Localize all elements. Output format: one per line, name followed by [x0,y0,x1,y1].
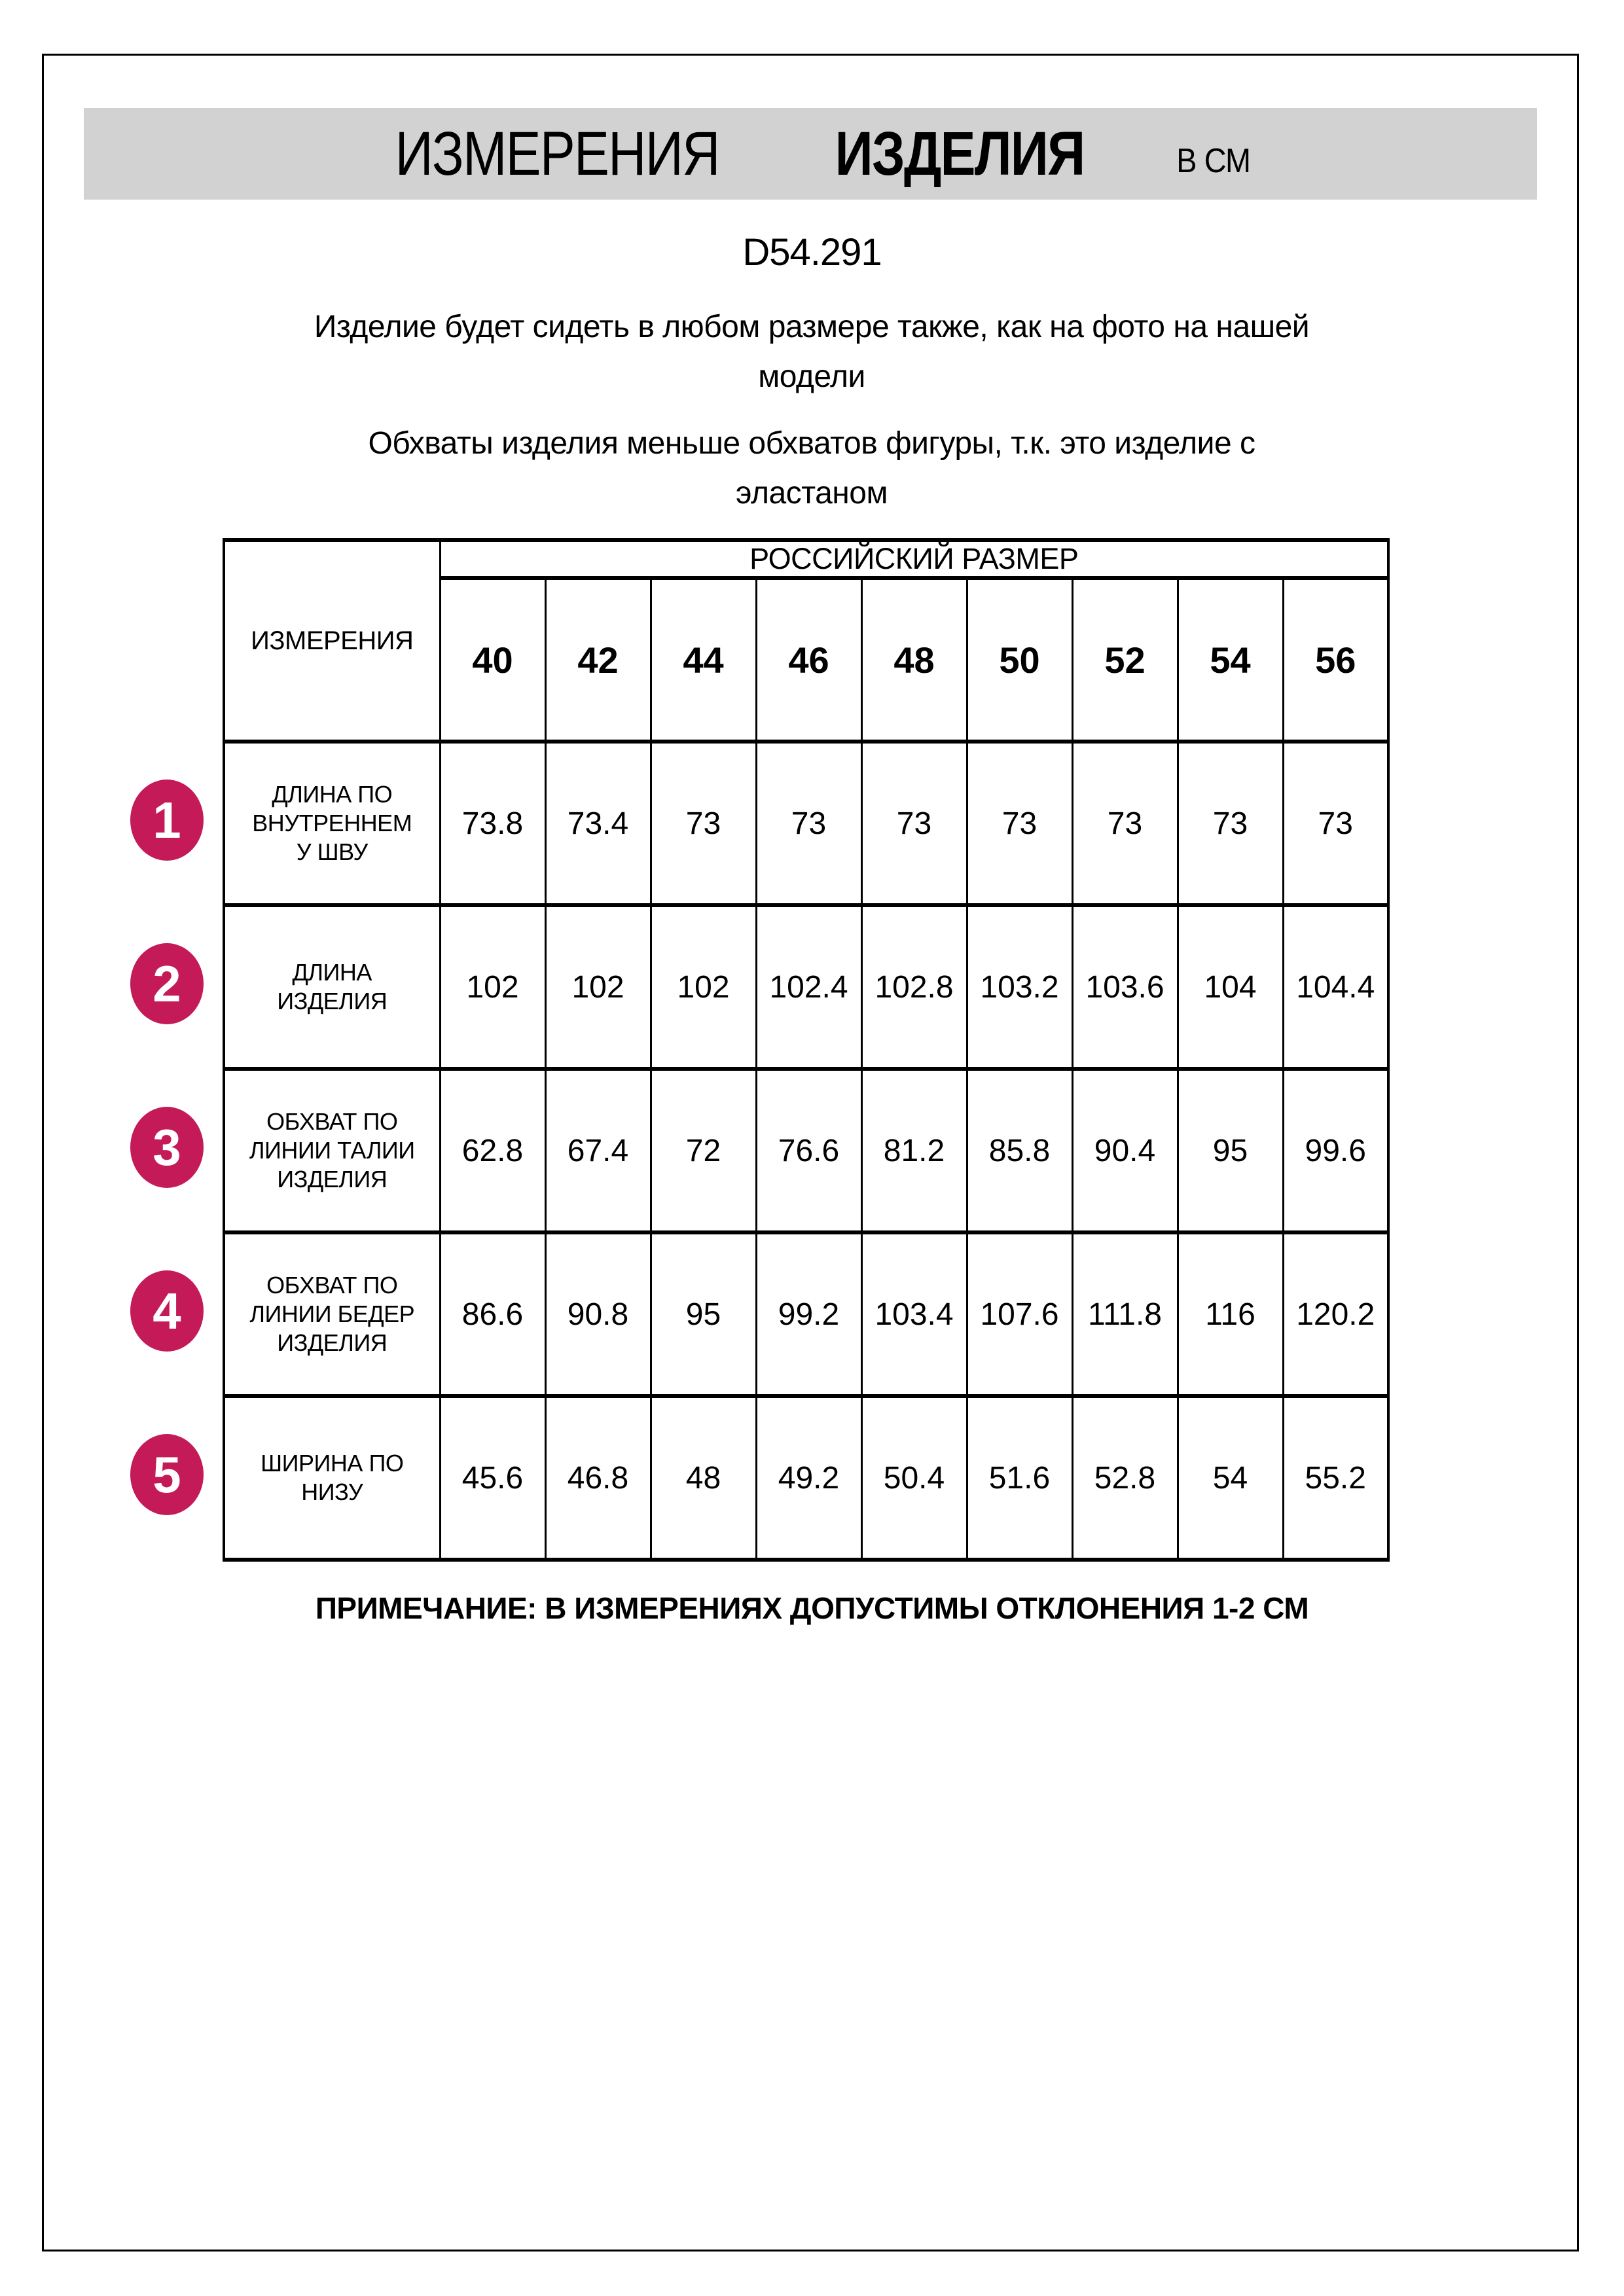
value-cell: 107.6 [967,1232,1072,1396]
table-row [224,1232,1388,1396]
value-cell: 51.6 [967,1396,1072,1560]
value-cell: 49.2 [756,1396,861,1560]
table-row [224,905,1388,1069]
value-cell: 46.8 [545,1396,651,1560]
value-cell: 73 [756,742,861,905]
value-cell: 73.8 [440,742,545,905]
value-cell: 120.2 [1283,1232,1388,1396]
value-cell: 103.2 [967,905,1072,1069]
value-cell: 86.6 [440,1232,545,1396]
value-cell: 76.6 [756,1069,861,1232]
page-title-unit: В СМ [1176,142,1250,180]
row-label-hip-girth: ОБХВАТ ПО ЛИНИИ БЕДЕР ИЗДЕЛИЯ [224,1232,440,1396]
value-cell: 111.8 [1072,1232,1178,1396]
size-group-header: РОССИЙСКИЙ РАЗМЕР [440,540,1388,578]
value-cell: 104 [1178,905,1283,1069]
row-number-badge-5: 5 [130,1434,204,1515]
value-cell: 95 [1178,1069,1283,1232]
value-cell: 99.6 [1283,1069,1388,1232]
size-header-cell: 52 [1072,578,1178,742]
title-bar [84,108,1537,200]
measurements-table [223,538,1390,1562]
row-label-inseam-length: ДЛИНА ПО ВНУТРЕННЕМ У ШВУ [224,742,440,905]
value-cell: 90.4 [1072,1069,1178,1232]
value-cell: 102 [651,905,756,1069]
page-title-measurements: ИЗМЕРЕНИЯ [395,118,719,188]
value-cell: 52.8 [1072,1396,1178,1560]
table-row [224,1069,1388,1232]
value-cell: 54 [1178,1396,1283,1560]
size-header-cell: 54 [1178,578,1283,742]
row-number-badge-1: 1 [130,780,204,861]
value-cell: 45.6 [440,1396,545,1560]
value-cell: 62.8 [440,1069,545,1232]
value-cell: 85.8 [967,1069,1072,1232]
row-label-garment-length: ДЛИНА ИЗДЕЛИЯ [224,905,440,1069]
value-cell: 50.4 [861,1396,967,1560]
value-cell: 67.4 [545,1069,651,1232]
value-cell: 103.4 [861,1232,967,1396]
value-cell: 90.8 [545,1232,651,1396]
value-cell: 48 [651,1396,756,1560]
row-label-bottom-width: ШИРИНА ПО НИЗУ [224,1396,440,1560]
value-cell: 102 [440,905,545,1069]
intro-paragraph-fit: Изделие будет сидеть в любом размере также, как на фото на нашей модели [314,310,1310,394]
value-cell: 73.4 [545,742,651,905]
size-header-cell: 42 [545,578,651,742]
value-cell: 73 [861,742,967,905]
table-header-row-group [224,540,1388,578]
value-cell: 99.2 [756,1232,861,1396]
tolerance-note: ПРИМЕЧАНИЕ: В ИЗМЕРЕНИЯХ ДОПУСТИМЫ ОТКЛОНЕНИЯ 1-2 СМ [315,1591,1309,1625]
row-number-badge-3: 3 [130,1107,204,1188]
size-header-cell: 46 [756,578,861,742]
size-header-cell: 40 [440,578,545,742]
value-cell: 116 [1178,1232,1283,1396]
value-cell: 73 [967,742,1072,905]
size-header-cell: 56 [1283,578,1388,742]
intro-paragraph-elastane: Обхваты изделия меньше обхватов фигуры, т.к. это изделие с эластаном [368,426,1255,511]
table-row [224,742,1388,905]
row-number-badge-2: 2 [130,943,204,1024]
value-cell: 81.2 [861,1069,967,1232]
page-title-product: ИЗДЕЛИЯ [835,118,1085,188]
value-cell: 73 [651,742,756,905]
value-cell: 95 [651,1232,756,1396]
product-code: D54.291 [742,231,882,274]
value-cell: 55.2 [1283,1396,1388,1560]
value-cell: 73 [1072,742,1178,905]
value-cell: 73 [1178,742,1283,905]
size-header-cell: 44 [651,578,756,742]
row-number-badge-4: 4 [130,1270,204,1352]
value-cell: 73 [1283,742,1388,905]
size-header-cell: 50 [967,578,1072,742]
table-corner-label: ИЗМЕРЕНИЯ [224,540,440,742]
value-cell: 102 [545,905,651,1069]
size-header-cell: 48 [861,578,967,742]
value-cell: 72 [651,1069,756,1232]
value-cell: 102.4 [756,905,861,1069]
value-cell: 103.6 [1072,905,1178,1069]
row-label-waist-girth: ОБХВАТ ПО ЛИНИИ ТАЛИИ ИЗДЕЛИЯ [224,1069,440,1232]
value-cell: 104.4 [1283,905,1388,1069]
value-cell: 102.8 [861,905,967,1069]
table-row [224,1396,1388,1560]
